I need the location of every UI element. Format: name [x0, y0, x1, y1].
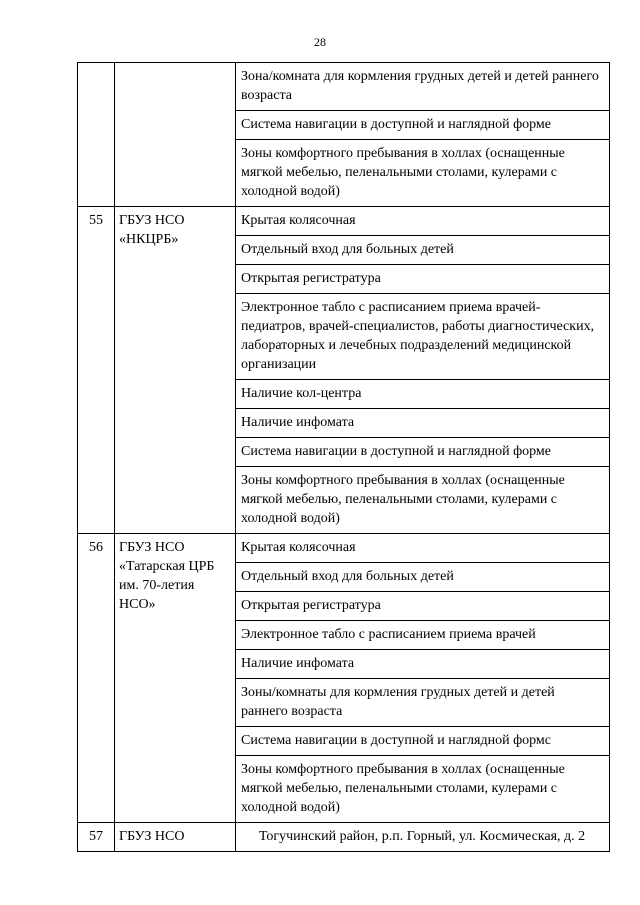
row-number-cell [78, 534, 115, 823]
page-number: 28 [314, 35, 326, 49]
feature-cell [236, 380, 610, 409]
feature-cell [236, 111, 610, 140]
feature-cell [236, 409, 610, 438]
row-number-cell [78, 63, 115, 207]
feature-text: Электронное табло с расписанием приема врачей [241, 627, 536, 642]
row-number: 55 [89, 213, 103, 228]
feature-cell [236, 621, 610, 650]
row-number: 56 [89, 540, 103, 555]
table-row [78, 207, 610, 236]
facilities-table [77, 62, 610, 852]
feature-cell [236, 756, 610, 823]
feature-cell [236, 265, 610, 294]
feature-text: Крытая колясочная [241, 540, 356, 555]
feature-cell [236, 207, 610, 236]
feature-text: Электронное табло с расписанием приема врачей-педиатров, врачей-специалистов, работы диагностических, лабораторных и лечебных подразделений медицинской организации [241, 300, 595, 372]
organization-name: ГБУЗ НСО «НКЦРБ» [119, 213, 185, 247]
organization-name: ГБУЗ НСО «Татарская ЦРБ им. 70-летия НСО» [119, 540, 215, 612]
feature-cell [236, 650, 610, 679]
table-row [78, 63, 610, 111]
feature-text: Отдельный вход для больных детей [241, 569, 454, 584]
table-row [78, 823, 610, 852]
feature-text: Зоны комфортного пребывания в холлах (оснащенные мягкой мебелью, пеленальными столами, кулерами с холодной водой) [241, 762, 565, 815]
feature-text: Наличие инфомата [241, 415, 355, 430]
feature-text: Наличие инфомата [241, 656, 355, 671]
organization-cell [115, 207, 236, 534]
feature-text: Отдельный вход для больных детей [241, 242, 454, 257]
feature-cell [236, 534, 610, 563]
feature-cell [236, 236, 610, 265]
feature-cell [236, 592, 610, 621]
row-number: 57 [89, 829, 103, 844]
feature-text: Зоны комфортного пребывания в холлах (оснащенные мягкой мебелью, пеленальными столами, кулерами с холодной водой) [241, 146, 565, 199]
feature-cell [236, 563, 610, 592]
organization-cell [115, 823, 236, 852]
row-number-cell [78, 823, 115, 852]
feature-text: Зоны комфортного пребывания в холлах (оснащенные мягкой мебелью, пеленальными столами, кулерами с холодной водой) [241, 473, 565, 526]
feature-cell [236, 467, 610, 534]
feature-text: Открытая регистратура [241, 598, 381, 613]
feature-cell [236, 294, 610, 380]
feature-text: Зона/комната для кормления грудных детей и детей раннего возраста [241, 69, 599, 103]
feature-cell [236, 140, 610, 207]
organization-cell [115, 534, 236, 823]
feature-text: Открытая регистратура [241, 271, 381, 286]
address-cell [236, 823, 610, 852]
row-number-cell [78, 207, 115, 534]
address-text: Тогучинский район, р.п. Горный, ул. Космическая, д. 2 [258, 829, 586, 844]
feature-text: Зоны/комнаты для кормления грудных детей и детей раннего возраста [241, 685, 555, 719]
feature-text: Система навигации в доступной и наглядной формс [241, 733, 551, 748]
feature-cell [236, 438, 610, 467]
feature-cell [236, 727, 610, 756]
organization-cell [115, 63, 236, 207]
feature-cell [236, 63, 610, 111]
feature-text: Наличие кол-центра [241, 386, 362, 401]
table-row [78, 534, 610, 563]
feature-text: Система навигации в доступной и наглядной форме [241, 444, 551, 459]
organization-name: ГБУЗ НСО [119, 829, 185, 844]
feature-text: Крытая колясочная [241, 213, 356, 228]
feature-cell [236, 679, 610, 727]
feature-text: Система навигации в доступной и наглядной форме [241, 117, 551, 132]
